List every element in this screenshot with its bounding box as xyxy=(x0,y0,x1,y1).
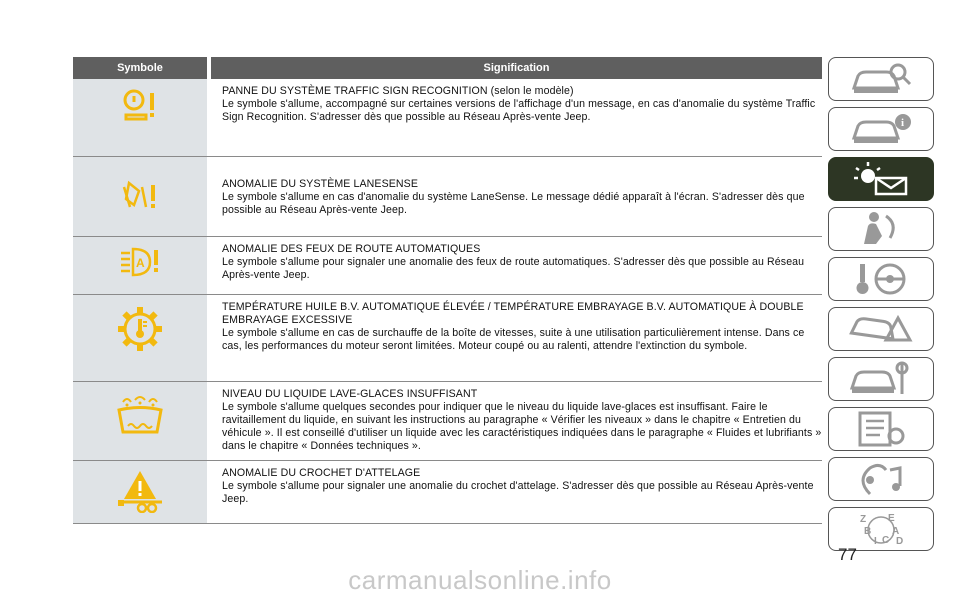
lanesense-warning-icon xyxy=(120,177,160,217)
automatic-headlamp-warning-icon xyxy=(118,245,162,281)
svg-text:A: A xyxy=(136,256,145,270)
header-symbol: Symbole xyxy=(73,57,207,79)
svg-text:i: i xyxy=(901,117,905,129)
alphabetical-index-icon xyxy=(846,510,916,548)
row-description: Le symbole s'allume pour signaler une anomalie des feux de route automatiques. S'adresser dès que possible au Réseau Après-vente Jeep. xyxy=(222,256,805,281)
table-row xyxy=(73,382,822,461)
car-search-icon xyxy=(846,60,916,98)
tab-technical-data[interactable] xyxy=(828,407,934,451)
multimedia-icon xyxy=(846,460,916,498)
tab-multimedia[interactable] xyxy=(828,457,934,501)
svg-text:Z: Z xyxy=(860,514,867,525)
car-info-icon xyxy=(846,110,916,148)
row-description: Le symbole s'allume en cas de surchauffe de la boîte de vitesses, suite à une utilisation particulièrement intense. Dans ce cas, les performances du moteur seront limitées. Moteur coupé ou au ralenti, attendre l'extinction du symbole. xyxy=(222,327,805,352)
row-title: ANOMALIE DU CROCHET D'ATTELAGE xyxy=(222,467,421,479)
row-description: Le symbole s'allume en cas d'anomalie du système LaneSense. Le message dédié apparaît à l'écran. S'adresser dès que possible au Réseau Après-vente Jeep. xyxy=(222,191,805,216)
car-maintenance-icon xyxy=(846,360,916,398)
table-header xyxy=(73,57,822,79)
key-steering-wheel-icon xyxy=(846,260,916,298)
row-title: PANNE DU SYSTÈME TRAFFIC SIGN RECOGNITION (selon le modèle) xyxy=(222,85,574,97)
car-breakdown-icon xyxy=(846,310,916,348)
table-row xyxy=(73,237,822,295)
tab-warning-lights[interactable] xyxy=(828,157,934,201)
svg-text:B: B xyxy=(864,526,872,537)
table-row xyxy=(73,79,822,157)
chapter-navigation xyxy=(828,57,936,557)
row-title: ANOMALIE DES FEUX DE ROUTE AUTOMATIQUES xyxy=(222,243,481,255)
tab-emergency[interactable] xyxy=(828,307,934,351)
tab-starting-driving[interactable] xyxy=(828,257,934,301)
tab-car-info[interactable] xyxy=(828,107,934,151)
row-description: Le symbole s'allume pour signaler une anomalie du crochet d'attelage. S'adresser dès que possible au Réseau Après-vente Jeep. xyxy=(222,480,814,505)
tab-safety[interactable] xyxy=(828,207,934,251)
trailer-hitch-warning-icon xyxy=(116,467,164,513)
washer-fluid-low-icon xyxy=(115,394,165,436)
page-number: 77 xyxy=(838,545,857,564)
row-title: NIVEAU DU LIQUIDE LAVE-GLACES INSUFFISANT xyxy=(222,388,478,400)
table-row xyxy=(73,295,822,382)
row-description: Le symbole s'allume quelques secondes pour indiquer que le niveau du liquide lave-glaces est insuffisant. Faire le ravitaillement du liquide, en suivant les instructions au paragraphe « Vérifier les niveaux » dans le chapitre « Entretien du véhicule ». Il est conseillé d'utiliser un liquide avec les caractéristiques indiquées dans le paragraphe « Fluides et lubrifiants » dans le chapitre « Données techniques ». xyxy=(222,401,822,452)
header-meaning: Signification xyxy=(211,57,822,79)
table-row xyxy=(73,157,822,237)
tab-maintenance[interactable] xyxy=(828,357,934,401)
svg-text:E: E xyxy=(888,513,895,524)
row-description: Le symbole s'allume, accompagné sur certaines versions de l'affichage d'un message, en cas d'anomalie du système Traffic Sign Recognition. S'adresser dès que possible au Réseau Après-vente Jeep. xyxy=(222,98,816,123)
warning-lights-table xyxy=(73,57,822,524)
traffic-sign-recognition-warning-icon xyxy=(120,87,160,127)
transmission-temperature-icon xyxy=(116,305,164,353)
svg-text:I: I xyxy=(874,536,877,547)
svg-text:C: C xyxy=(882,535,890,546)
table-row xyxy=(73,461,822,524)
row-title: TEMPÉRATURE HUILE B.V. AUTOMATIQUE ÉLEVÉE / TEMPÉRATURE EMBRAYAGE B.V. AUTOMATIQUE À DOUBLE EMBRAYAGE EXCESSIVE xyxy=(222,301,804,326)
row-title: ANOMALIE DU SYSTÈME LANESENSE xyxy=(222,178,418,190)
svg-text:D: D xyxy=(896,536,904,547)
watermark: carmanualsonline.info xyxy=(348,565,612,595)
specifications-list-icon xyxy=(846,410,916,448)
svg-text:A: A xyxy=(892,526,900,537)
warning-light-message-icon xyxy=(846,160,916,198)
seat-airbag-icon xyxy=(846,210,916,248)
tab-car-search[interactable] xyxy=(828,57,934,101)
